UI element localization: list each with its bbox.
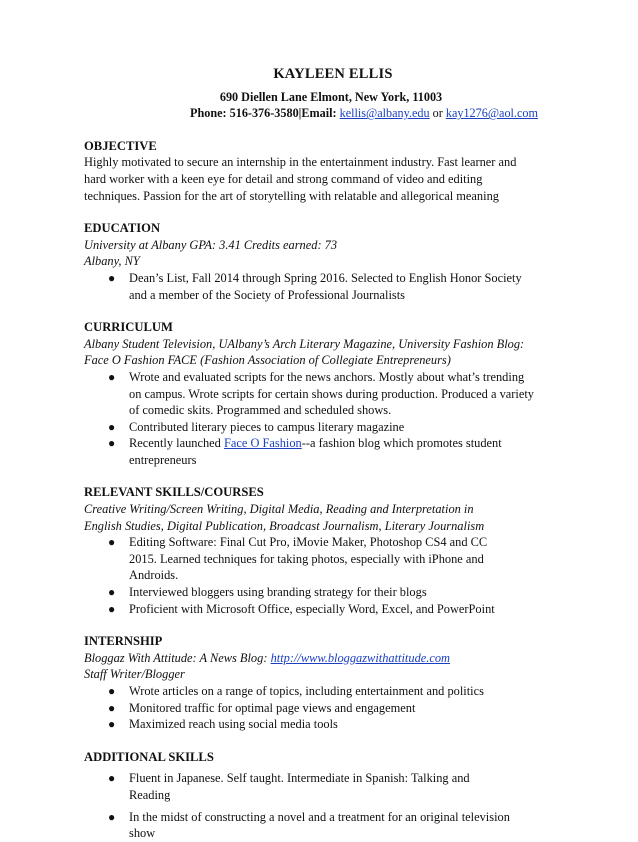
internship-heading: INTERNSHIP (84, 634, 163, 649)
internship-role: Staff Writer/Blogger (84, 667, 185, 682)
bullet-icon: ● (108, 717, 116, 732)
skills-bullets (84, 534, 554, 617)
bullet-icon: ● (108, 771, 116, 786)
curriculum-bullets (84, 369, 554, 469)
education-school: University at Albany GPA: 3.41 Credits earned: 73 (84, 237, 338, 252)
education-bullets (84, 270, 554, 303)
list-item: ● Fluent in Japanese. Self taught. Intermediate in Spanish: Talking and Reading (108, 771, 470, 802)
objective-section (84, 138, 554, 204)
bullet-icon: ● (108, 436, 116, 451)
objective-line: Highly motivated to secure an internship in the entertainment industry. Fast learner and (84, 155, 517, 170)
list-item: ● Interviewed bloggers using branding strategy for their blogs (108, 585, 427, 600)
or-text: or (432, 106, 443, 121)
list-item: ● Editing Software: Final Cut Pro, iMovie Maker, Photoshop CS4 and CC 2015. Learned techniques for taking photos, especially with iPhone and Androids. (108, 535, 488, 583)
list-item: ● Wrote and evaluated scripts for the news anchors. Mostly about what’s trending on campus. Wrote scripts for certain shows during production. Produced a variety of comedic skits. Programmed and scheduled shows. (108, 369, 534, 418)
skills-courses: Creative Writing/Screen Writing, Digital Media, Reading and Interpretation in (84, 502, 474, 517)
internship-bullets (84, 683, 554, 733)
curriculum-heading: CURRICULUM (84, 320, 173, 335)
face-o-fashion-link[interactable]: Face O Fashion (223, 436, 302, 451)
phone-email-label: Phone: 516-376-3580|Email: (190, 106, 337, 121)
bullet-icon: ● (108, 601, 116, 616)
bullet-icon: ● (108, 585, 116, 600)
education-section (84, 220, 554, 303)
additional-section (84, 749, 554, 842)
bullet-icon: ● (108, 809, 116, 824)
bullet-icon: ● (108, 700, 116, 715)
additional-heading: ADDITIONAL SKILLS (84, 749, 214, 764)
list-item: ● Wrote articles on a range of topics, including entertainment and politics (108, 684, 484, 698)
bullet-icon: ● (108, 419, 116, 434)
list-item: ● Proficient with Microsoft Office, especially Word, Excel, and PowerPoint (108, 601, 495, 616)
list-item: ● Dean’s List, Fall 2014 through Spring 2016. Selected to English Honor Society and a member of the Society of Professional Journalists (108, 270, 522, 302)
internship-org: Bloggaz With Attitude: A News Blog: http://www.bloggazwithattitude.com (84, 650, 451, 665)
skills-heading: RELEVANT SKILLS/COURSES (84, 485, 264, 500)
additional-bullets (84, 770, 554, 841)
email-link-secondary[interactable]: kay1276@aol.com (445, 106, 538, 121)
curriculum-orgs: Face O Fashion FACE (Fashion Association of Collegiate Entrepreneurs) (84, 353, 451, 368)
bullet-icon: ● (108, 270, 116, 285)
internship-section (84, 633, 554, 733)
skills-courses: English Studies, Digital Publication, Broadcast Journalism, Literary Journalism (84, 518, 485, 533)
bullet-icon: ● (108, 369, 116, 384)
education-location: Albany, NY (84, 254, 140, 269)
resume-name: KAYLEEN ELLIS (273, 66, 393, 82)
list-item: ● Recently launched Face O Fashion--a fashion blog which promotes student entrepreneurs (108, 436, 502, 467)
contact-line (174, 105, 554, 122)
objective-heading: OBJECTIVE (84, 138, 157, 153)
resume-page (84, 66, 554, 842)
education-heading: EDUCATION (84, 221, 161, 236)
list-item: ● Contributed literary pieces to campus literary magazine (108, 419, 405, 434)
bullet-icon: ● (108, 535, 116, 550)
bullet-icon: ● (108, 684, 116, 698)
list-item: ● In the midst of constructing a novel and a treatment for an original television show (108, 809, 510, 841)
curriculum-orgs: Albany Student Television, UAlbany’s Arch Literary Magazine, University Fashion Blog: (84, 336, 525, 351)
objective-line: techniques. Passion for the art of storytelling with relatable and allegorical meaning (84, 188, 499, 203)
address-line: 690 Diellen Lane Elmont, New York, 11003 (219, 89, 443, 104)
skills-section (84, 484, 554, 617)
internship-url-link[interactable]: http://www.bloggazwithattitude.com (270, 650, 451, 665)
curriculum-section (84, 319, 554, 468)
list-item: ● Monitored traffic for optimal page views and engagement (108, 700, 416, 715)
list-item: ● Maximized reach using social media tools (108, 717, 338, 732)
email-link-primary[interactable]: kellis@albany.edu (339, 106, 430, 121)
objective-line: hard worker with a keen eye for detail and strong command of video and editing (84, 171, 483, 186)
